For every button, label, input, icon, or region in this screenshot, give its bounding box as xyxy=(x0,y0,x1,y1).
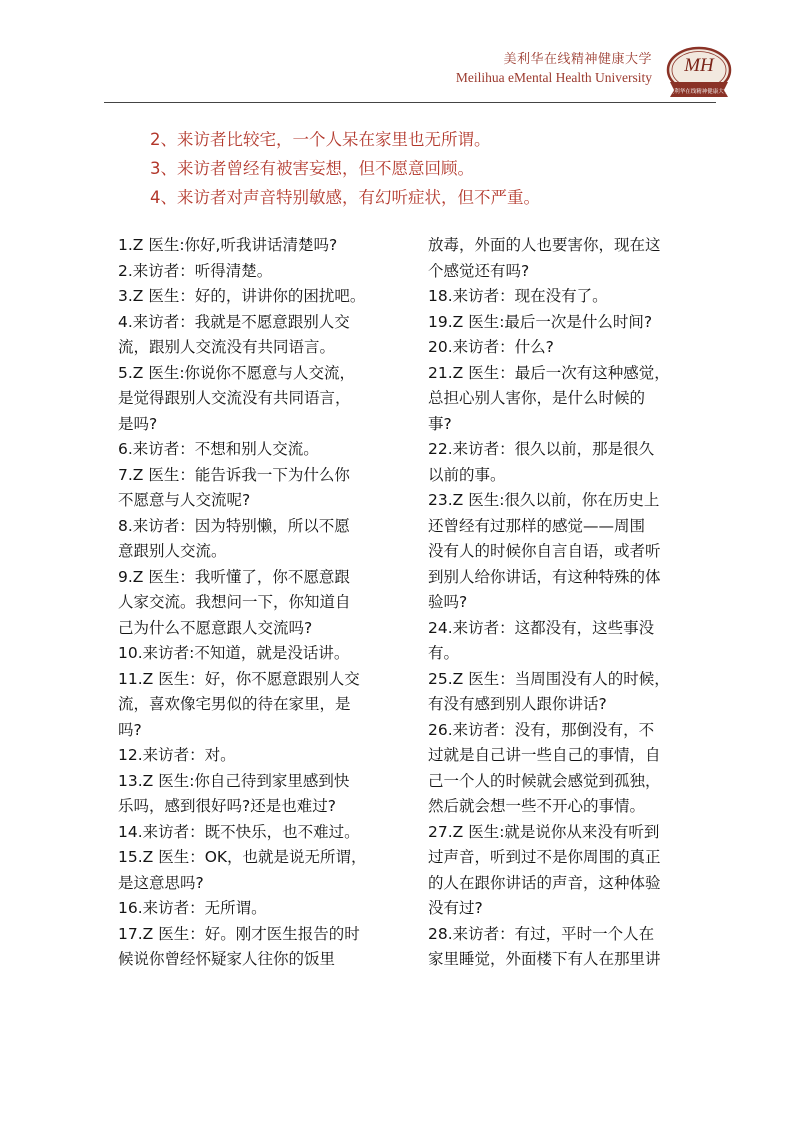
dialogue-line: 15.Z 医生：OK，也就是说无所谓， xyxy=(118,848,367,866)
dialogue-line: 10.来访者:不知道，就是没话讲。 xyxy=(118,644,350,662)
dialogue-line: 事? xyxy=(428,414,452,433)
dialogue-line: 人家交流。我想问一下，你知道自 xyxy=(118,593,351,611)
dialogue-line: 24.来访者：这都没有，这些事没 xyxy=(428,618,655,637)
dialogue-line: 是这意思吗? xyxy=(118,873,204,892)
dialogue-line: 13.Z 医生:你自己待到家里感到快 xyxy=(118,771,350,790)
dialogue-line: 28.来访者：有过，平时一个人在 xyxy=(428,924,655,943)
dialogue-line: 25.Z 医生：当周围没有人的时候， xyxy=(428,669,670,688)
dialogue-line: 1.Z 医生:你好,听我讲话清楚吗? xyxy=(118,236,338,254)
dialogue-line: 18.来访者：现在没有了。 xyxy=(428,287,608,305)
dialogue-line: 4.来访者：我就是不愿意跟别人交 xyxy=(118,312,350,331)
dialogue-line: 22.来访者：很久以前，那是很久 xyxy=(428,440,655,458)
dialogue-line: 还曾经有过那样的感觉——周围 xyxy=(428,516,646,535)
dialogue-line: 19.Z 医生:最后一次是什么时间? xyxy=(428,312,653,331)
dialogue-line: 是吗? xyxy=(118,414,158,433)
dialogue-line: 17.Z 医生：好。刚才医生报告的时 xyxy=(118,924,360,943)
dialogue-line: 候说你曾经怀疑家人往你的饭里 xyxy=(118,950,336,968)
dialogue-line: 吗? xyxy=(118,720,142,739)
dialogue-line: 12.来访者：对。 xyxy=(118,746,236,764)
summary-note: 4、来访者对声音特别敏感，有幻听症状，但不严重。 xyxy=(150,188,540,207)
dialogue-line: 20.来访者：什么? xyxy=(428,338,554,356)
dialogue-line: 11.Z 医生：好，你不愿意跟别人交 xyxy=(118,669,360,688)
dialogue-line: 然后就会想一些不开心的事情。 xyxy=(428,797,646,815)
dialogue-line: 己一个人的时候就会感觉到孤独， xyxy=(428,771,661,790)
summary-note: 2、来访者比较宅，一个人呆在家里也无所谓。 xyxy=(150,130,491,149)
dialogue-line: 流，跟别人交流没有共同语言。 xyxy=(118,338,336,356)
dialogue-column-left xyxy=(118,233,408,973)
dialogue-line: 没有人的时候你自言自语，或者听 xyxy=(428,542,661,560)
dialogue-line: 是觉得跟别人交流没有共同语言， xyxy=(118,389,351,407)
dialogue-line: 的人在跟你讲话的声音，这种体验 xyxy=(428,873,661,892)
dialogue-line: 27.Z 医生:就是说你从来没有听到 xyxy=(428,822,660,841)
university-logo-icon xyxy=(664,42,734,102)
dialogue-line: 有没有感到别人跟你讲话? xyxy=(428,695,607,713)
dialogue-line: 总担心别人害你，是什么时候的 xyxy=(428,389,646,407)
logo-ribbon-text: 美利华在线精神健康大学 xyxy=(668,89,730,95)
dialogue-line: 2.来访者：听得清楚。 xyxy=(118,261,273,280)
university-name-en: Meilihua eMental Health University xyxy=(455,70,652,85)
dialogue-line: 乐吗，感到很好吗?还是也难过? xyxy=(118,797,336,815)
dialogue-line: 验吗? xyxy=(428,593,468,611)
dialogue-line: 有。 xyxy=(428,644,460,662)
dialogue-line: 6.来访者：不想和别人交流。 xyxy=(118,440,319,458)
dialogue-line: 7.Z 医生：能告诉我一下为什么你 xyxy=(118,465,350,484)
logo-monogram: MH xyxy=(684,55,714,76)
dialogue-line: 14.来访者：既不快乐，也不难过。 xyxy=(118,822,360,841)
summary-notes xyxy=(150,125,750,212)
dialogue-line: 16.来访者：无所谓。 xyxy=(118,899,267,917)
dialogue-line: 到别人给你讲话，有这种特殊的体 xyxy=(428,567,661,586)
dialogue-line: 过就是自己讲一些自己的事情，自 xyxy=(428,746,661,764)
dialogue-line: 放毒，外面的人也要害你，现在这 xyxy=(428,236,661,254)
dialogue-line: 9.Z 医生：我听懂了，你不愿意跟 xyxy=(118,567,350,586)
dialogue-line: 个感觉还有吗? xyxy=(428,261,530,280)
dialogue-line: 家里睡觉，外面楼下有人在那里讲 xyxy=(428,950,661,968)
university-name-cn: 美利华在线精神健康大学 xyxy=(503,52,652,67)
dialogue-line: 己为什么不愿意跟人交流吗? xyxy=(118,618,313,637)
dialogue-line: 5.Z 医生:你说你不愿意与人交流， xyxy=(118,363,356,382)
dialogue-line: 3.Z 医生：好的，讲讲你的困扰吧。 xyxy=(118,287,366,305)
dialogue-line: 8.来访者：因为特别懒，所以不愿 xyxy=(118,516,350,535)
dialogue-line: 以前的事。 xyxy=(428,465,506,484)
dialogue-line: 23.Z 医生:很久以前，你在历史上 xyxy=(428,491,660,509)
dialogue-line: 没有过? xyxy=(428,899,483,917)
dialogue-line: 不愿意与人交流呢? xyxy=(118,491,251,509)
dialogue-column-right xyxy=(428,233,718,973)
page-header xyxy=(0,0,800,110)
dialogue-line: 意跟别人交流。 xyxy=(118,542,227,560)
header-divider xyxy=(104,102,716,103)
summary-note: 3、来访者曾经有被害妄想，但不愿意回顾。 xyxy=(150,159,474,178)
dialogue-line: 流，喜欢像宅男似的待在家里，是 xyxy=(118,695,351,713)
dialogue-line: 21.Z 医生：最后一次有这种感觉， xyxy=(428,363,670,382)
dialogue-line: 过声音，听到过不是你周围的真正 xyxy=(428,848,661,866)
dialogue-line: 26.来访者：没有，那倒没有，不 xyxy=(428,720,655,739)
